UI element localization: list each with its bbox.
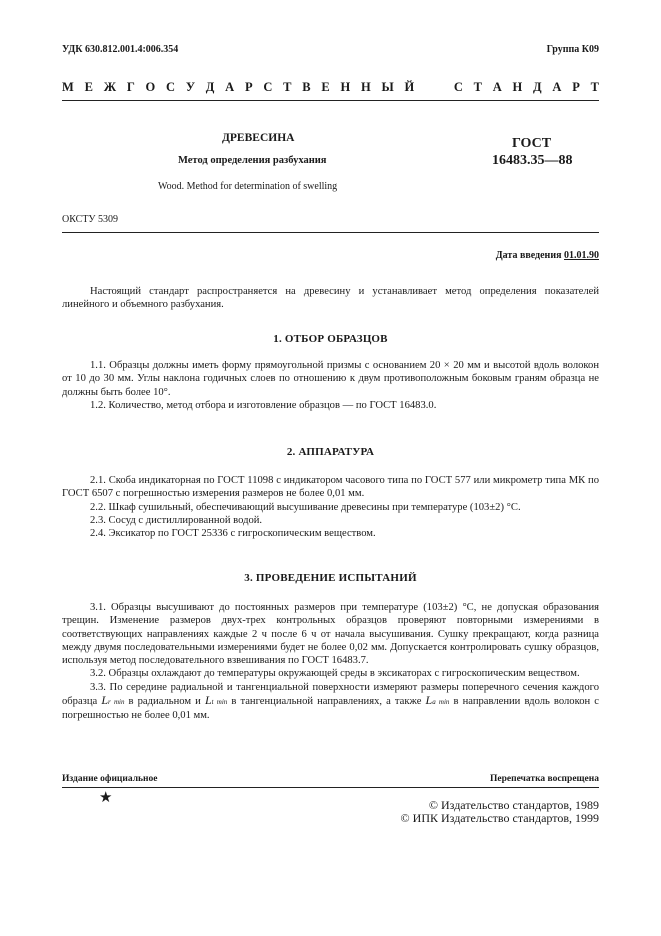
group-code: Группа К09 — [546, 44, 599, 55]
banner-letters — [62, 80, 599, 95]
section-3-body — [62, 601, 599, 723]
banner-letter: С — [166, 80, 176, 94]
intro-date-value: 01.01.90 — [564, 250, 599, 261]
interstate-standard-banner — [62, 80, 599, 95]
banner-letter: Т — [473, 80, 482, 94]
paragraph-3-3: 3.3. По середине радиальной и тангенциальной поверхности измеряют размеры поперечного сечения каждого образца Lr min в радиальном и Lt min в тангенциальной направлениях, а также La min в направлении вдоль волокон с погрешностью не более 0,01 мм. — [62, 681, 599, 722]
banner-rule — [62, 100, 599, 101]
banner-letter: Н — [340, 80, 351, 94]
banner-letter: В — [302, 80, 311, 94]
banner-letter: А — [492, 80, 502, 94]
banner-letter: М — [62, 80, 74, 94]
banner-letter: Д — [205, 80, 215, 94]
banner-letter: Н — [361, 80, 371, 94]
doc-english-title: Wood. Method for determination of swelling — [158, 181, 338, 192]
section-3-heading: 3. ПРОВЕДЕНИЕ ИСПЫТАНИЙ — [244, 572, 417, 584]
udc-code: УДК 630.812.001.4:006.354 — [62, 44, 179, 55]
banner-letter: Г — [126, 80, 135, 94]
l-radial-var: L — [101, 693, 109, 708]
footer-rule — [62, 787, 599, 788]
section-2-body — [62, 474, 599, 540]
banner-letter — [425, 80, 443, 95]
banner-letter: Ы — [381, 80, 394, 94]
doc-subtitle: Метод определения разбухания — [178, 155, 327, 166]
paragraph-2-2: 2.2. Шкаф сушильный, обеспечивающий высушивание древесины при температуре (103±2) °С. — [90, 501, 521, 513]
banner-letter: Е — [84, 80, 93, 94]
banner-letter: Р — [572, 80, 580, 94]
intro-date-label: Дата введения — [495, 250, 562, 261]
banner-letter: А — [552, 80, 562, 94]
paragraph-1-1: 1.1. Образцы должны иметь форму прямоугольной призмы с основанием 20 × 20 мм и высотой вдоль волокон от 10 до 30 мм. Углы наклона годичных слоев по отношению к двум противоположным боковым граням образца не должны быть более 10°. — [62, 360, 599, 398]
banner-letter: А — [225, 80, 235, 94]
star-icon: ★ — [99, 790, 113, 806]
paragraph-1-2: 1.2. Количество, метод отбора и изготовление образцов — по ГОСТ 16483.0. — [90, 399, 437, 411]
banner-letter: Т — [590, 80, 599, 94]
okstu-code: ОКСТУ 5309 — [62, 214, 119, 225]
reprint-prohibited: Перепечатка воспрещена — [489, 774, 599, 784]
doc-title: ДРЕВЕСИНА — [222, 132, 295, 144]
banner-letter: Н — [512, 80, 523, 94]
banner-letter: Д — [533, 80, 542, 94]
section-1-body — [62, 359, 599, 412]
paragraph-3-2: 3.2. Образцы охлаждают до температуры окружающей среды в эксикаторах с гигроскопическим веществом. — [90, 668, 580, 680]
banner-letter: О — [145, 80, 156, 94]
banner-letter: Е — [321, 80, 330, 94]
gost-label: ГОСТ — [512, 136, 552, 151]
paragraph-2-3: 2.3. Сосуд с дистиллированной водой. — [90, 514, 263, 526]
intro-paragraph — [62, 285, 599, 312]
official-edition: Издание официальное — [62, 774, 158, 784]
gost-number: 16483.35—88 — [492, 153, 573, 168]
section-1-heading: 1. ОТБОР ОБРАЗЦОВ — [273, 333, 388, 345]
section-2-heading: 2. АППАРАТУРА — [286, 446, 375, 458]
banner-letter: С — [263, 80, 273, 94]
banner-letter: Ж — [103, 80, 117, 94]
paragraph-2-4: 2.4. Эксикатор по ГОСТ 25336 с гигроскопическим веществом. — [90, 528, 376, 540]
copyright-1999: © ИПК Издательство стандартов, 1999 — [400, 811, 599, 825]
l-axial-var: L — [425, 693, 433, 708]
banner-letter: С — [453, 80, 463, 94]
intro-text: Настоящий стандарт распространяется на древесину и устанавливает метод определения показателей линейного и объемного разбухания. — [62, 286, 599, 311]
intro-date — [496, 250, 599, 261]
paragraph-3-1: 3.1. Образцы высушивают до постоянных размеров при температуре (103±2) °С, не допуская образования трещин. Изменение размеров двух-трех контрольных образцов проверяют повторными измерениями в соответствующих направлениях каждые 2 ч после 6 ч от начала высушивания. Сушку прекращают, когда разница между двумя последовательными измерениями будет не более 0,02 мм. Допускается контролировать сушку образцов, используя метод последовательного взвешивания по ГОСТ 16483.7. — [62, 602, 599, 667]
banner-letter: Т — [283, 80, 292, 94]
banner-letter: Й — [404, 80, 415, 94]
copyright-1989: © Издательство стандартов, 1989 — [428, 798, 599, 812]
title-rule — [62, 232, 599, 233]
paragraph-2-1: 2.1. Скоба индикаторная по ГОСТ 11098 с индикатором часового типа по ГОСТ 577 или микрометр типа МК по ГОСТ 6507 с погрешностью измерения размеров не более 0,01 мм. — [62, 475, 599, 500]
l-tangential-var: L — [204, 693, 212, 708]
banner-letter: Р — [244, 80, 253, 94]
banner-letter: У — [185, 80, 196, 94]
